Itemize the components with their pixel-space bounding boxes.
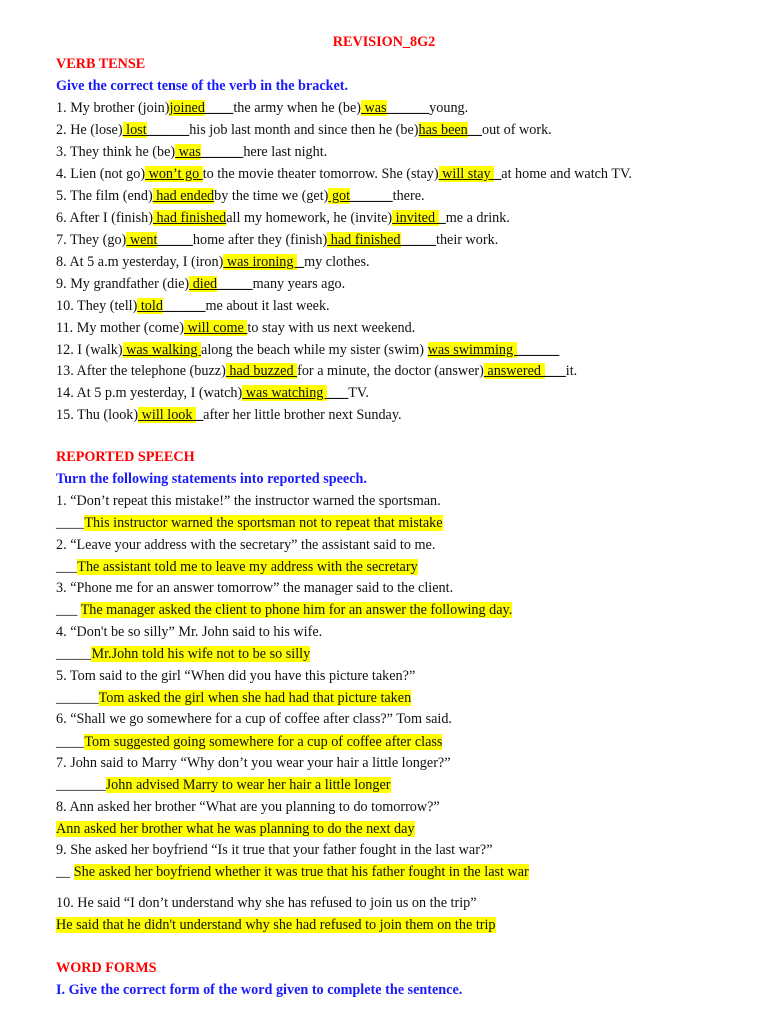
reported-speech-answer-line <box>56 820 415 838</box>
item-prompt: at home and watch TV. <box>501 166 632 182</box>
item-number: 4. <box>56 166 67 182</box>
answer-blank <box>392 210 446 226</box>
verb-tense-item <box>56 341 559 359</box>
item-prompt: home after they (finish) <box>192 232 328 248</box>
reported-speech-answer-line <box>56 645 310 663</box>
blank-line: _ <box>297 254 305 270</box>
verb-tense-item <box>56 99 468 117</box>
answer-text: She asked her boyfriend whether it was true that his father fought in the last war <box>73 864 529 880</box>
blank-line: ___ <box>544 363 566 379</box>
blank-line: ______ <box>56 690 99 706</box>
item-number: 6. <box>56 210 67 226</box>
item-prompt: to the movie theater tomorrow. She (stay) <box>202 166 439 182</box>
answer-blank <box>361 100 429 116</box>
blank-line: ____ <box>56 734 85 750</box>
section-heading-reported-speech: REPORTED SPEECH <box>56 449 195 465</box>
answer-text: got <box>328 188 351 204</box>
item-number: 13. <box>56 363 74 379</box>
answer-text: had finished <box>152 210 227 226</box>
item-prompt: After I (finish) <box>69 210 153 226</box>
reported-speech-question: 7. John said to Marry “Why don’t you wear your hair a little longer?” <box>56 755 451 771</box>
answer-text: won’t go <box>145 166 203 182</box>
blank-line: ___ <box>56 602 81 618</box>
item-prompt: young. <box>429 100 469 116</box>
item-number: 3. <box>56 144 67 160</box>
verb-tense-item <box>56 209 510 227</box>
answer-blank <box>123 122 190 138</box>
item-prompt: Lien (not go) <box>70 166 146 182</box>
item-prompt: along the beach while my sister (swim) <box>201 342 428 358</box>
verb-tense-item <box>56 384 369 402</box>
answer-text: was ironing <box>223 254 298 270</box>
blank-line: __ <box>467 122 482 138</box>
section-heading-verb-tense: VERB TENSE <box>56 56 146 72</box>
item-prompt: Thu (look) <box>77 407 139 423</box>
answer-blank <box>145 166 203 182</box>
verb-tense-item <box>56 253 370 271</box>
blank-line: _____ <box>56 646 92 662</box>
blank-line: ____ <box>56 515 85 531</box>
blank-line: _ <box>494 166 502 182</box>
answer-blank <box>428 342 560 358</box>
answer-blank <box>153 210 226 226</box>
item-prompt: after her little brother next Sunday. <box>203 407 402 423</box>
instruction-reported-speech: Turn the following statements into reported speech. <box>56 471 367 487</box>
verb-tense-item <box>56 319 415 337</box>
answer-text: He said that he didn't understand why she had refused to join them on the trip <box>56 917 496 933</box>
page-title: REVISION_8G2 <box>332 34 436 50</box>
blank-line: ______ <box>386 100 430 116</box>
verb-tense-item <box>56 165 632 183</box>
reported-speech-question: 8. Ann asked her brother “What are you planning to do tomorrow?” <box>56 799 440 815</box>
reported-speech-answer-line <box>56 916 496 934</box>
item-prompt: the army when he (be) <box>233 100 361 116</box>
item-number: 11. <box>56 320 74 336</box>
reported-speech-question: 3. “Phone me for an answer tomorrow” the manager said to the client. <box>56 580 454 596</box>
answer-text: died <box>189 276 218 292</box>
answer-text: This instructor warned the sportsman not to repeat that mistake <box>84 515 443 531</box>
item-prompt: They (go) <box>69 232 127 248</box>
blank-line: ______ <box>350 188 393 204</box>
item-prompt: out of work. <box>481 122 552 138</box>
item-prompt: My brother (join) <box>70 100 170 116</box>
item-prompt: it. <box>565 363 578 379</box>
answer-blank <box>439 166 502 182</box>
item-number: 15. <box>56 407 74 423</box>
answer-text: Tom suggested going somewhere for a cup of coffee after class <box>84 734 443 750</box>
verb-tense-item <box>56 143 327 161</box>
blank-line: _____ <box>400 232 436 248</box>
answer-text: will look <box>138 407 197 423</box>
reported-speech-question: 10. He said “I don’t understand why she has refused to join us on the trip” <box>56 895 477 911</box>
answer-text: Mr.John told his wife not to be so silly <box>91 646 311 662</box>
blank-line: ______ <box>162 298 206 314</box>
blank-line: _______ <box>56 777 106 793</box>
item-prompt: their work. <box>436 232 499 248</box>
reported-speech-answer-line <box>56 514 443 532</box>
item-prompt: me a drink. <box>445 210 510 226</box>
answer-text: lost <box>122 122 147 138</box>
answer-text: invited <box>392 210 439 226</box>
item-prompt: My grandfather (die) <box>70 276 190 292</box>
answer-text: will stay <box>438 166 495 182</box>
reported-speech-answer-line <box>56 689 411 707</box>
verb-tense-item <box>56 275 345 293</box>
answer-text: had buzzed <box>225 363 298 379</box>
answer-blank <box>138 407 203 423</box>
item-number: 8. <box>56 254 67 270</box>
answer-blank <box>126 232 193 248</box>
instruction-verb-tense: Give the correct tense of the verb in the bracket. <box>56 78 349 94</box>
answer-text: has been <box>418 122 468 138</box>
instruction-word-forms: I. Give the correct form of the word given to complete the sentence. <box>56 982 463 998</box>
reported-speech-answer-line <box>56 863 529 881</box>
answer-text: The manager asked the client to phone him for an answer the following day. <box>80 602 513 618</box>
answer-blank <box>419 122 482 138</box>
item-prompt: my clothes. <box>304 254 370 270</box>
item-prompt: his job last month and since then he (be) <box>189 122 419 138</box>
item-prompt: me about it last week. <box>205 298 330 314</box>
answer-blank <box>327 232 436 248</box>
blank-line: ____ <box>204 100 234 116</box>
answer-text: The assistant told me to leave my address with the secretary <box>77 559 418 575</box>
reported-speech-question: 9. She asked her boyfriend “Is it true that your father fought in the last war?” <box>56 842 493 858</box>
answer-text: Tom asked the girl when she had had that picture taken <box>98 690 412 706</box>
answer-text: John advised Marry to wear her hair a little longer <box>105 777 391 793</box>
item-prompt: here last night. <box>243 144 328 160</box>
reported-speech-answer-line <box>56 601 512 619</box>
answer-blank <box>137 298 205 314</box>
item-prompt: He (lose) <box>70 122 123 138</box>
verb-tense-item <box>56 406 402 424</box>
item-prompt: At 5 p.m yesterday, I (watch) <box>76 385 243 401</box>
answer-text: was <box>175 144 201 160</box>
answer-text: joined <box>169 100 205 116</box>
reported-speech-question: 6. “Shall we go somewhere for a cup of coffee after class?” Tom said. <box>56 711 452 727</box>
blank-line: ______ <box>146 122 190 138</box>
reported-speech-answer-line <box>56 776 391 794</box>
blank-line: ______ <box>200 144 244 160</box>
blank-line: _ <box>196 407 204 423</box>
verb-tense-item <box>56 121 552 139</box>
item-number: 12. <box>56 342 74 358</box>
answer-text: had finished <box>327 232 401 248</box>
item-prompt: The film (end) <box>69 188 153 204</box>
blank-line: _ <box>438 210 446 226</box>
verb-tense-item <box>56 297 330 315</box>
answer-text: had ended <box>152 188 215 204</box>
answer-text: will come <box>183 320 248 336</box>
item-number: 5. <box>56 188 67 204</box>
answer-blank <box>328 188 392 204</box>
blank-line: _____ <box>157 232 193 248</box>
answer-text: Ann asked her brother what he was planning to do the next day <box>56 821 415 837</box>
answer-text: was watching <box>242 385 327 401</box>
item-prompt: They (tell) <box>77 298 138 314</box>
answer-blank <box>242 385 348 401</box>
item-prompt: to stay with us next weekend. <box>247 320 416 336</box>
blank-line: __ <box>56 864 74 880</box>
reported-speech-question: 1. “Don’t repeat this mistake!” the instructor warned the sportsman. <box>56 493 441 509</box>
answer-blank <box>175 144 243 160</box>
verb-tense-item <box>56 187 425 205</box>
section-heading-word-forms: WORD FORMS <box>56 960 157 976</box>
verb-tense-item <box>56 231 498 249</box>
answer-text: answered <box>483 363 545 379</box>
item-number: 1. <box>56 100 67 116</box>
item-number: 9. <box>56 276 67 292</box>
item-prompt: many years ago. <box>252 276 346 292</box>
answer-blank <box>184 320 247 336</box>
item-prompt: all my homework, he (invite) <box>226 210 393 226</box>
answer-blank <box>153 188 214 204</box>
answer-blank <box>484 363 566 379</box>
answer-text: was walking <box>122 342 202 358</box>
reported-speech-answer-line <box>56 558 418 576</box>
answer-blank <box>189 276 252 292</box>
blank-line: ______ <box>516 342 560 358</box>
item-number: 10. <box>56 298 74 314</box>
answer-text: was swimming <box>427 342 517 358</box>
item-prompt: by the time we (get) <box>214 188 329 204</box>
item-prompt: At 5 a.m yesterday, I (iron) <box>69 254 224 270</box>
reported-speech-question: 5. Tom said to the girl “When did you have this picture taken?” <box>56 668 416 684</box>
item-prompt: My mother (come) <box>76 320 184 336</box>
item-number: 2. <box>56 122 67 138</box>
item-number: 7. <box>56 232 67 248</box>
answer-blank <box>226 363 297 379</box>
answer-blank <box>123 342 201 358</box>
item-prompt: They think he (be) <box>69 144 176 160</box>
answer-text: was <box>360 100 387 116</box>
blank-line: _____ <box>217 276 253 292</box>
blank-line: ___ <box>56 559 78 575</box>
reported-speech-answer-line <box>56 733 442 751</box>
verb-tense-item <box>56 362 577 380</box>
answer-blank <box>223 254 304 270</box>
item-prompt: TV. <box>348 385 369 401</box>
answer-text: went <box>126 232 158 248</box>
item-number: 14. <box>56 385 74 401</box>
item-prompt: I (walk) <box>77 342 123 358</box>
answer-blank <box>169 100 233 116</box>
blank-line: ___ <box>326 385 349 401</box>
reported-speech-question: 2. “Leave your address with the secretary” the assistant said to me. <box>56 537 436 553</box>
item-prompt: for a minute, the doctor (answer) <box>297 363 484 379</box>
answer-text: told <box>137 298 163 314</box>
item-prompt: After the telephone (buzz) <box>76 363 226 379</box>
reported-speech-question: 4. “Don't be so silly” Mr. John said to his wife. <box>56 624 323 640</box>
item-prompt: there. <box>392 188 425 204</box>
